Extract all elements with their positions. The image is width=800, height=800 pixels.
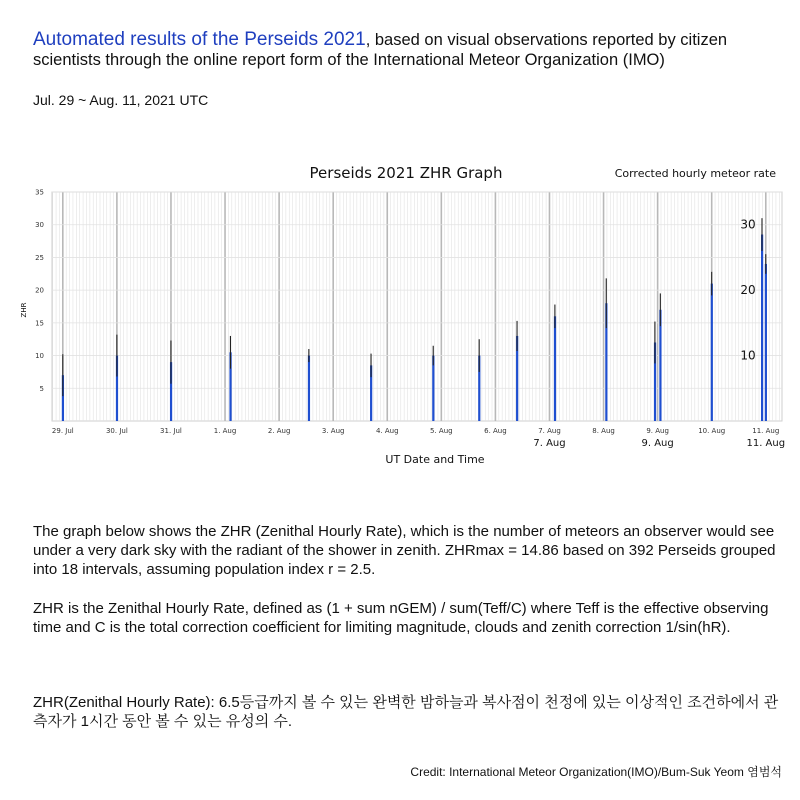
x-tick-label: 11. Aug [752,427,780,435]
x-tick-label: 4. Aug [375,427,399,435]
x-tick-label: 29. Jul [51,427,74,435]
paragraph-zhr-definition: The graph below shows the ZHR (Zenithal Hourly Rate), which is the number of meteors an observer would see under a very dark sky with the radiant of the shower in zenith. ZHRmax = 14.86 based on 392 Perseids grouped into 18 intervals, assuming population index r = 2.5. [33,523,776,578]
chart-title: Perseids 2021 ZHR Graph [309,164,503,182]
headline-rest: , based on visual observations reported by citizen scientists through the online report form of the International Meteor Organization (IMO) [33,31,728,69]
y-tick-label: 5 [39,384,44,393]
zhr-bar [659,310,661,421]
paragraph-zhr-formula: ZHR is the Zenithal Hourly Rate, defined as (1 + sum nGEM) / sum(Teff/C) where Teff is the effective observing time and C is the total correction coefficient for limiting magnitude, clouds and zenith correction 1/sin(hR). [33,600,769,636]
x-tick-label: 8. Aug [592,427,615,435]
x-tick-label: 6. Aug [484,427,507,435]
y-axis-label: ZHR [20,302,28,318]
paragraph-korean: ZHR(Zenithal Hourly Rate): 6.5등급까지 볼 수 있는 완벽한 밤하늘과 복사점이 천정에 있는 이상적인 조건하에서 관측자가 1시간 동안 볼 수 있는 유성의 수. [33,694,779,730]
zhr-bar [308,356,310,421]
chart-corner-label: Corrected hourly meteor rate [614,167,776,180]
y-tick-label: 25 [35,253,44,262]
headline [33,30,793,70]
right-value-label: 10 [740,348,756,363]
x-tick-label: 9. Aug [646,427,669,435]
callout-date-label: 9. Aug [641,438,674,449]
headline-highlight: Automated results of the Perseids 2021 [33,29,366,50]
chart-grid [52,192,782,421]
y-tick-label: 10 [35,352,44,361]
zhr-chart [0,150,800,475]
y-tick-label: 15 [35,319,44,328]
credit-line: Credit: International Meteor Organization(IMO)/Bum-Suk Yeom 염범석 [410,765,782,779]
plot-area [52,192,782,421]
y-tick-label: 35 [35,188,44,197]
right-value-label: 20 [740,283,756,298]
x-axis-label: UT Date and Time [385,453,485,466]
zhr-bar [554,316,556,421]
right-value-label: 30 [740,217,756,232]
zhr-bar [765,264,767,421]
callout-date-label: 7. Aug [533,438,566,449]
x-tick-label: 31. Jul [160,427,182,435]
date-range: Jul. 29 ~ Aug. 11, 2021 UTC [33,92,209,108]
x-tick-label: 30. Jul [105,427,128,435]
zhr-bar [711,284,713,421]
x-tick-label: 3. Aug [321,427,345,435]
y-tick-label: 30 [35,221,44,230]
x-tick-label: 5. Aug [430,427,453,435]
zhr-bar [761,235,763,421]
x-tick-label: 10. Aug [698,427,726,435]
x-tick-label: 1. Aug [213,427,237,435]
x-tick-label: 7. Aug [538,427,561,435]
y-tick-label: 20 [35,286,44,295]
x-tick-label: 2. Aug [267,427,291,435]
callout-date-label: 11. Aug [746,438,786,449]
